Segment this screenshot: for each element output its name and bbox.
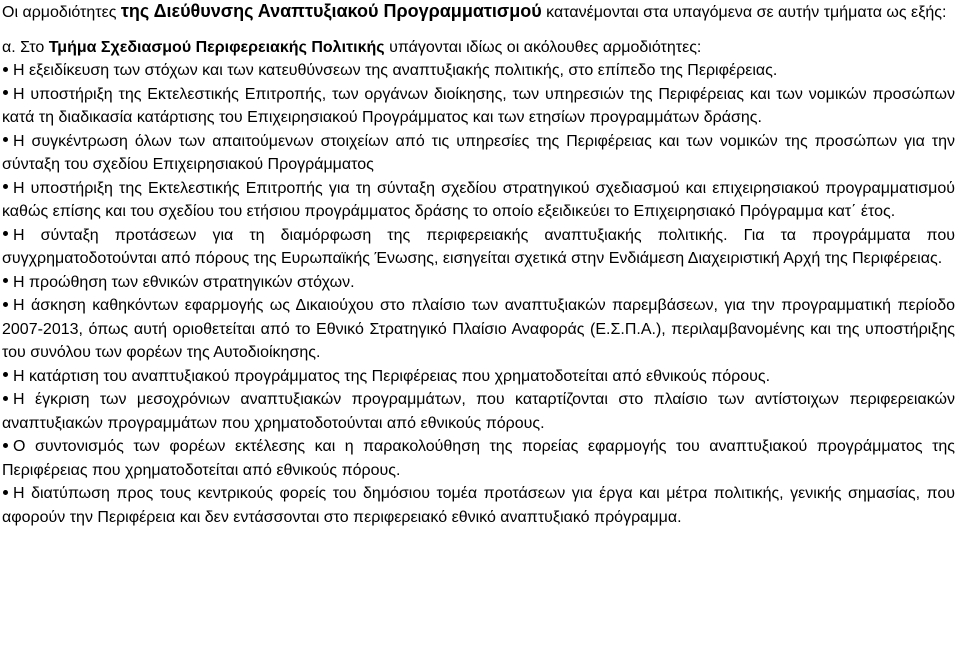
list-item — [2, 294, 955, 365]
bullet-icon — [3, 278, 8, 283]
list-item-text: Η έγκριση των μεσοχρόνιων αναπτυξιακών προγραμμάτων, που καταρτίζονται στο πλαίσιο των αντίστοιχων περιφερειακών αναπτυξιακών προγραμμάτων που χρηματοδοτούνται από εθνικούς πόρους. — [2, 391, 955, 432]
list-item — [2, 130, 955, 177]
section-prefix: α. Στο — [2, 38, 49, 56]
bullet-icon — [3, 443, 8, 448]
list-item-text: Η υποστήριξη της Εκτελεστικής Επιτροπής για τη σύνταξη σχεδίου στρατηγικού σχεδιασμού και επιχειρησιακού προγραμματισμού καθώς επίσης και του σχεδίου του ετήσιου προγράμματος δράσης το οποίο εξειδικεύει το Επιχειρησιακό Πρόγραμμα κατ΄ έτος. — [2, 179, 955, 220]
list-item-text: Η κατάρτιση του αναπτυξιακού προγράμματος της Περιφέρειας που χρηματοδοτείται από εθνικούς πόρους. — [13, 367, 771, 385]
list-item — [2, 83, 955, 130]
bullet-icon — [3, 396, 8, 401]
list-item-text: Η συγκέντρωση όλων των απαιτούμενων στοιχείων από τις υπηρεσίες της Περιφέρειας και των νομικών της προσώπων για την σύνταξη του σχεδίου Επιχειρησιακού Προγράμματος — [2, 132, 955, 173]
section-heading — [2, 36, 955, 60]
list-item-text: Ο συντονισμός των φορέων εκτέλεσης και η παρακολούθηση της πορείας εφαρμογής του αναπτυξιακού προγράμματος της Περιφέρειας που χρηματοδοτείται από εθνικούς πόρους. — [2, 438, 955, 479]
list-item — [2, 435, 955, 482]
bullet-icon — [3, 231, 8, 236]
list-item — [2, 271, 955, 295]
section-suffix: υπάγονται ιδίως οι ακόλουθες αρμοδιότητες: — [384, 38, 702, 56]
list-item-text: Η προώθηση των εθνικών στρατηγικών στόχων. — [13, 273, 355, 291]
bullet-icon — [3, 137, 8, 142]
bullet-icon — [3, 90, 8, 95]
bullet-icon — [3, 490, 8, 495]
list-item — [2, 388, 955, 435]
intro-prefix: Οι αρμοδιότητες — [2, 4, 121, 21]
list-item — [2, 59, 955, 83]
intro-paragraph — [2, 0, 955, 25]
list-item — [2, 482, 955, 529]
intro-suffix: κατανέμονται στα υπαγόμενα σε αυτήν τμήματα ως εξής: — [541, 4, 947, 21]
list-item — [2, 177, 955, 224]
list-item-text: Η άσκηση καθηκόντων εφαρμογής ως Δικαιούχου στο πλαίσιο των αναπτυξιακών παρεμβάσεων, για την προγραμματική περίοδο 2007-2013, όπως αυτή οριοθετείται από το Εθνικό Στρατηγικό Πλαίσιο Αναφοράς (Ε.Σ.Π.Α.), περιλαμβανομένης και της υποστήριξης του συνόλου των φορέων της Αυτοδιοίκησης. — [2, 297, 955, 361]
list-item-text: Η εξειδίκευση των στόχων και των κατευθύνσεων της αναπτυξιακής πολιτικής, στο επίπεδο της Περιφέρειας. — [13, 62, 778, 79]
list-item-text: Η σύνταξη προτάσεων για τη διαμόρφωση της περιφερειακής αναπτυξιακής πολιτικής. Για τα προγράμματα που συγχρηματοδοτούνται από πόρους της Ευρωπαϊκής Ένωσης, εισηγείται σχετικά στην Ενδιάμεση Διαχειριστική Αρχή της Περιφέρειας. — [2, 226, 955, 267]
list-item-text: Η υποστήριξη της Εκτελεστικής Επιτροπής, των οργάνων διοίκησης, των υπηρεσιών της Περιφέρειας και των νομικών προσώπων κατά τη διαδικασία κατάρτισης του Επιχειρησιακού Προγράμματος και των ετησίων προγραμμάτων δράσης. — [2, 85, 955, 126]
bullet-icon — [3, 184, 8, 189]
section-department-name: Τμήμα Σχεδιασμού Περιφερειακής Πολιτικής — [48, 38, 385, 56]
intro-directorate-name: της Διεύθυνσης Αναπτυξιακού Προγραμματισμού — [120, 1, 542, 21]
bullet-icon — [3, 372, 8, 377]
list-item — [2, 365, 955, 389]
list-item — [2, 224, 955, 271]
list-item-text: Η διατύπωση προς τους κεντρικούς φορείς του δημόσιου τομέα προτάσεων για έργα και μέτρα πολιτικής, γενικής σημασίας, που αφορούν την Περιφέρεια και δεν εντάσσονται στο περιφερειακό εθνικό αναπτυξιακό πρόγραμμα. — [2, 485, 955, 526]
bullet-icon — [3, 67, 8, 72]
bullet-icon — [3, 302, 8, 307]
